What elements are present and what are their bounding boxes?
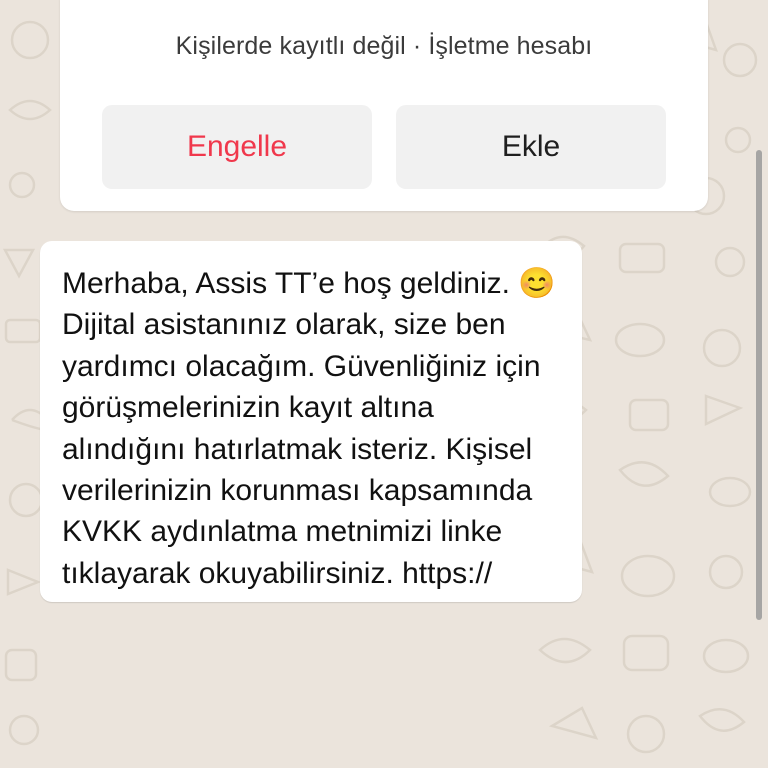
business-account-subtitle: Kişilerde kayıtlı değil · İşletme hesabı: [175, 32, 593, 60]
business-account-card: [60, 0, 708, 211]
incoming-message-bubble[interactable]: [40, 241, 582, 602]
block-button[interactable]: Engelle: [102, 105, 372, 189]
message-list: [0, 241, 768, 768]
vertical-scrollbar[interactable]: [756, 150, 762, 620]
add-button[interactable]: Ekle: [396, 105, 666, 189]
message-text: Merhaba, Assis TT’e hoş geldiniz. 😊 Dijital asistanınız olarak, size ben yardımcı olacağım. Güvenliğiniz için görüşmelerinizin kayıt altına alındığını hatırlatmak isteriz. Kişisel verilerinizin korunması kapsamında KVKK aydınlatma metnimizi linke tıklayarak okuyabilirsiniz. https://: [62, 267, 565, 590]
business-card-actions: [60, 61, 708, 189]
